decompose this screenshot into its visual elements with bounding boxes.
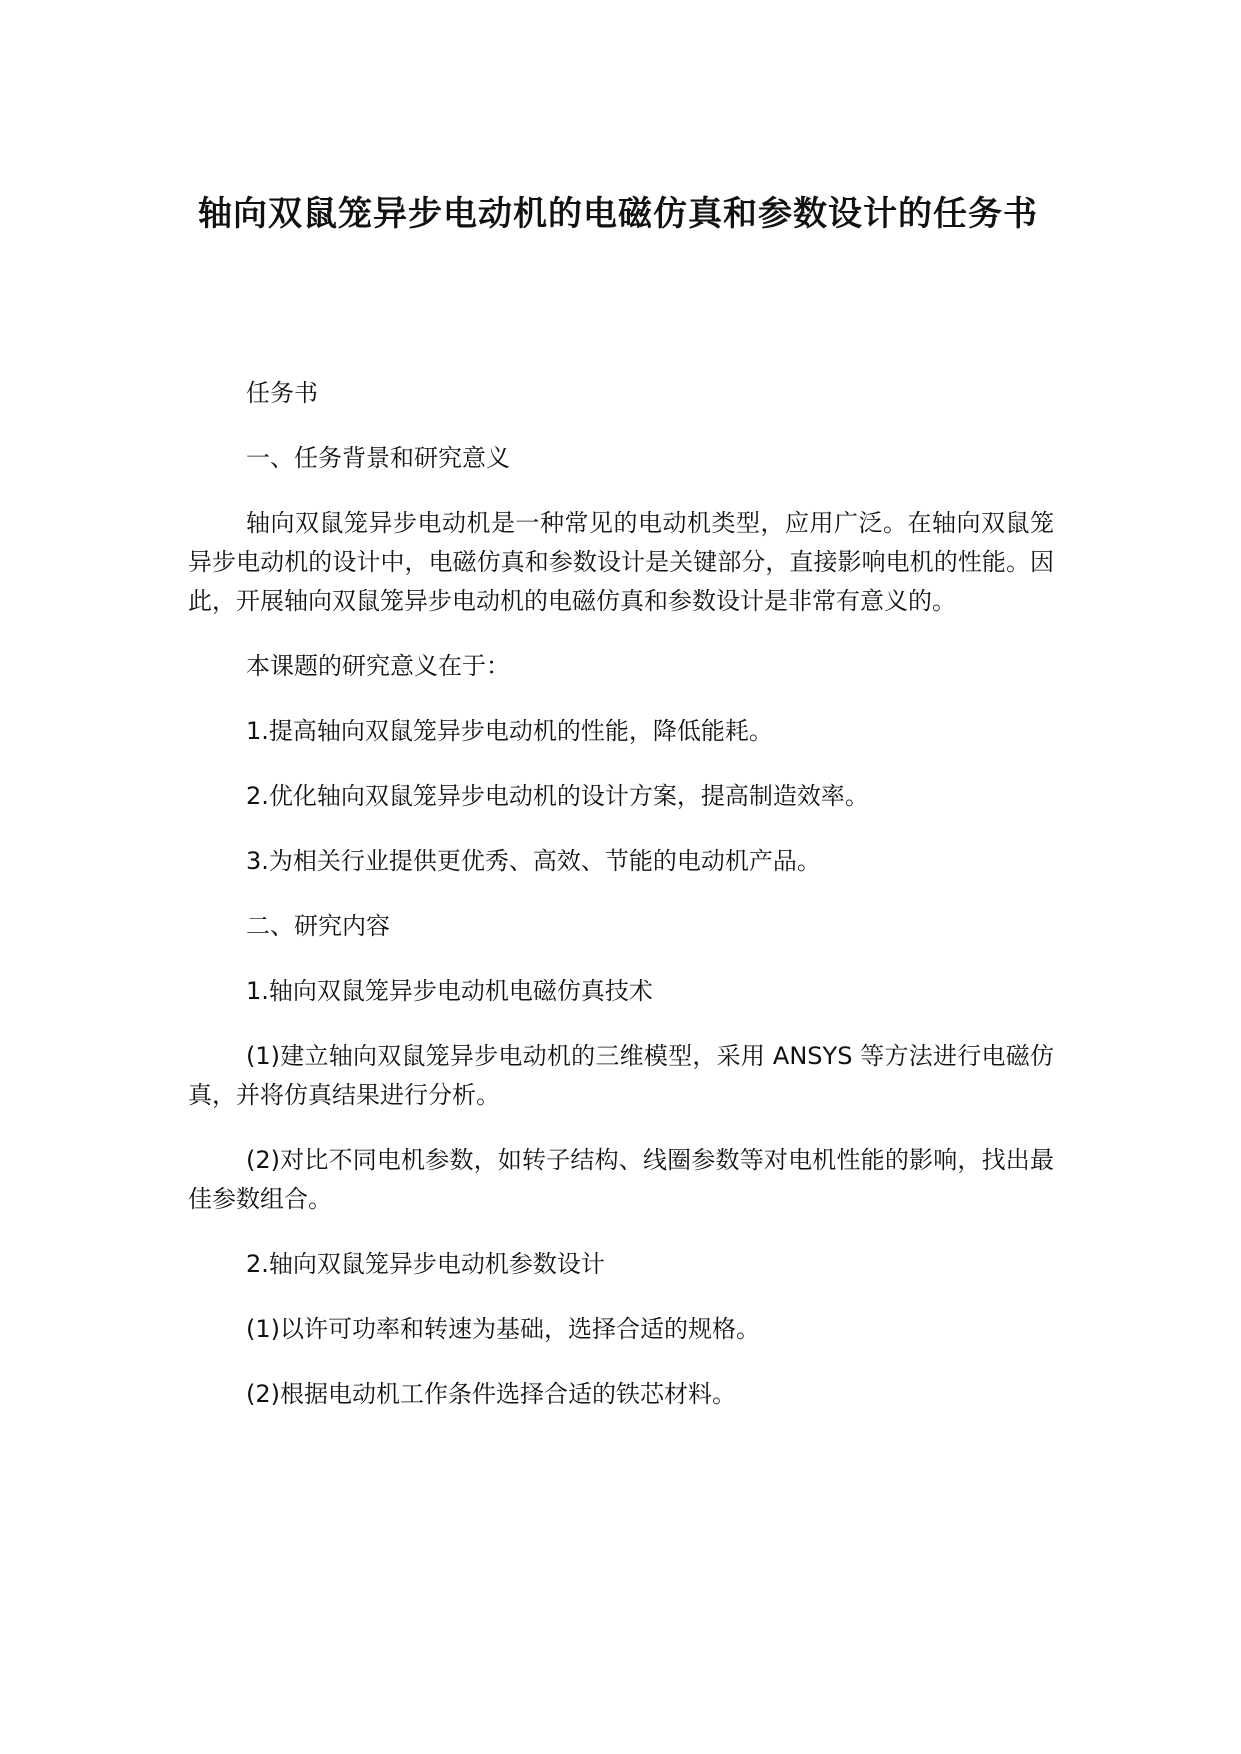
list-item-significance-1: 1.提高轴向双鼠笼异步电动机的性能，降低能耗。	[246, 717, 773, 745]
document-body	[188, 374, 1054, 1440]
list-item-simulation-2: (2)对比不同电机参数，如转子结构、线圈参数等对电机性能的影响，找出最佳参数组合。	[188, 1146, 1054, 1213]
list-item-design-2: (2)根据电动机工作条件选择合适的铁芯材料。	[246, 1380, 736, 1408]
subheading-parameter-design: 2.轴向双鼠笼异步电动机参数设计	[246, 1250, 605, 1278]
list-item-significance-3: 3.为相关行业提供更优秀、高效、节能的电动机产品。	[246, 847, 821, 875]
list-item-significance-2: 2.优化轴向双鼠笼异步电动机的设计方案，提高制造效率。	[246, 782, 869, 810]
document-title: 轴向双鼠笼异步电动机的电磁仿真和参数设计的任务书	[198, 194, 1038, 234]
subheading-simulation: 1.轴向双鼠笼异步电动机电磁仿真技术	[246, 977, 653, 1005]
section-heading-content: 二、研究内容	[246, 912, 390, 940]
section-heading-background: 一、任务背景和研究意义	[246, 444, 510, 472]
paragraph-background: 轴向双鼠笼异步电动机是一种常见的电动机类型，应用广泛。在轴向双鼠笼异步电动机的设计中，电磁仿真和参数设计是关键部分，直接影响电机的性能。因此，开展轴向双鼠笼异步电动机的电磁仿真和参数设计是非常有意义的。	[188, 509, 1054, 615]
paragraph-task-label: 任务书	[246, 379, 318, 407]
paragraph-significance-intro: 本课题的研究意义在于：	[246, 652, 510, 680]
list-item-design-1: (1)以许可功率和转速为基础，选择合适的规格。	[246, 1315, 760, 1343]
list-item-simulation-1: (1)建立轴向双鼠笼异步电动机的三维模型，采用 ANSYS 等方法进行电磁仿真，并将仿真结果进行分析。	[188, 1042, 1054, 1109]
